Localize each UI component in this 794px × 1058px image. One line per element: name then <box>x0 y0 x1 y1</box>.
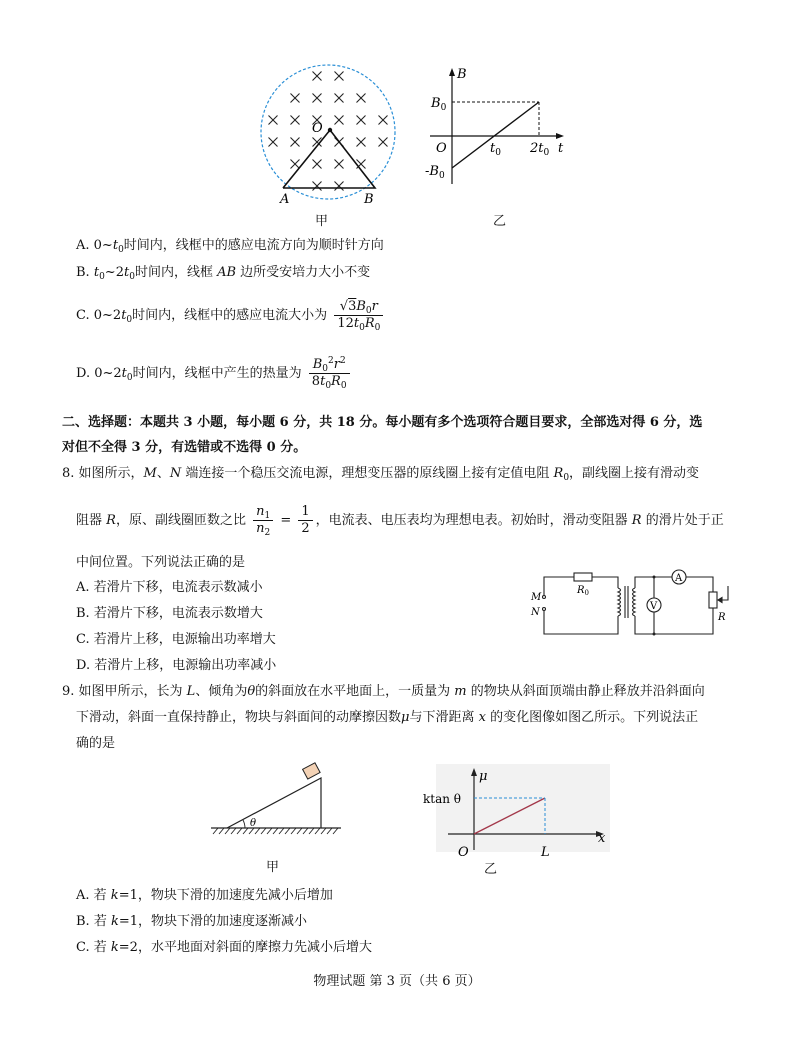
q8-option-d: D. 若滑片上移，电源输出功率减小 <box>76 658 277 673</box>
q8-stem-line1: 8. 如图所示，M、N 端连接一个稳压交流电源，理想变压器的原线圈上接有定值电阻 $R_0$，副线圈上接有滑动变 <box>62 466 700 483</box>
label-N: N <box>531 607 540 618</box>
q8-option-b: B. 若滑片下移，电流表示数增大 <box>76 606 263 621</box>
q7-option-c: C. $0\sim 2t_0$时间内，线框中的感应电流大小为 $\frac{√3B_0r}{12t_0R_0}$ <box>76 298 386 334</box>
figure-transformer-circuit <box>526 564 741 640</box>
figure-incline <box>205 760 345 840</box>
origin-label: O <box>436 141 447 156</box>
label-point-A: A <box>280 192 290 207</box>
page-footer: 物理试题 第 3 页（共 6 页） <box>313 974 481 989</box>
figure-label-jia-2: 甲 <box>266 860 280 875</box>
figure-b-t-graph <box>422 64 572 194</box>
q8-stem-line2: 阻器 R，原、副线圈匝数之比 $\frac{n_1}{n_2}$ = $\frac{1}{2}$ ，电流表、电压表均为理想电表。初始时，滑动变阻器 R 的滑片处于正 <box>76 504 724 538</box>
tick-B0: $B_0$ <box>431 96 447 113</box>
q9-stem-line2: 下滑动，斜面一直保持静止，物块与斜面间的动摩擦因数μ与下滑距离 x 的变化图像如图乙所示。下列说法正 <box>76 710 699 725</box>
figure-mu-x-graph <box>418 764 613 856</box>
tick-L: L <box>541 845 550 856</box>
label-rheostat-R: R <box>718 612 726 623</box>
section2-line1: 二、选择题：本题共 3 小题，每小题 6 分，共 18 分。每小题有多个选项符合题目要求，全部选对得 6 分，选 <box>62 415 703 430</box>
ground-hatch <box>303 828 308 834</box>
tick-neg-B0: $-B_0$ <box>425 164 445 181</box>
q8-option-a: A. 若滑片下移，电流表示数减小 <box>76 580 263 595</box>
ground-hatch <box>285 828 290 834</box>
q9-option-b: B. 若 k=1，物块下滑的加速度逐渐减小 <box>76 914 308 929</box>
q8-stem-line3: 中间位置。下列说法正确的是 <box>76 555 246 570</box>
ground-hatch <box>273 828 278 834</box>
ground-hatch <box>213 828 218 834</box>
ground-hatch <box>243 828 248 834</box>
tick-2t0: $2t_0$ <box>530 141 550 158</box>
q9-stem-line1: 9. 如图甲所示，长为 L、倾角为θ的斜面放在水平地面上，一质量为 m 的物块从斜面顶端由静止释放并沿斜面向 <box>62 684 705 699</box>
figure-magnetic-field-circle <box>250 58 410 208</box>
axis-label-B: B <box>457 67 467 82</box>
section2-line2: 对但不全得 3 分，有选错或不选得 0 分。 <box>62 440 307 455</box>
ground-hatch <box>267 828 272 834</box>
q9-stem-line3: 确的是 <box>76 736 116 751</box>
q7-option-d: D. $0\sim 2t_0$时间内，线框中产生的热量为 $\frac{B_0^2r^2}{8t_0R_0}$ <box>76 356 353 392</box>
formula-turn-ratio-rhs: $\frac{1}{2}$ <box>298 504 312 537</box>
label-point-B: B <box>364 192 374 207</box>
axis-label-t: t <box>558 141 564 156</box>
ground-hatch <box>225 828 230 834</box>
ground-hatch <box>327 828 332 834</box>
ground-hatch <box>261 828 266 834</box>
figure-label-jia: 甲 <box>315 214 329 229</box>
q9-option-a: A. 若 k=1，物块下滑的加速度先减小后增加 <box>76 888 333 903</box>
label-ammeter: A <box>675 573 683 584</box>
q7-option-a: A. $0\sim t_0$时间内，线框中的感应电流方向为顺时针方向 <box>76 238 384 255</box>
ground-hatch <box>237 828 242 834</box>
ground-hatch <box>231 828 236 834</box>
figure-label-yi-2: 乙 <box>484 862 498 877</box>
ground-hatch <box>315 828 320 834</box>
label-R0: $R_0$ <box>577 585 589 597</box>
q8-option-c: C. 若滑片上移，电源输出功率增大 <box>76 632 276 647</box>
formula-current: $\frac{√3B_0r}{12t_0R_0}$ <box>334 299 383 332</box>
formula-turn-ratio-lhs: $\frac{n_1}{n_2}$ <box>253 504 273 537</box>
label-point-O: O <box>312 121 323 136</box>
q9-option-c: C. 若 k=2，水平地面对斜面的摩擦力先减小后增大 <box>76 940 372 955</box>
ground-hatch <box>321 828 326 834</box>
figure-label-yi: 乙 <box>493 214 507 229</box>
q7-option-b: B. $t_0\sim 2t_0$时间内，线框 AB 边所受安培力大小不变 <box>76 265 371 282</box>
label-M: M <box>531 592 542 603</box>
ground-hatch <box>297 828 302 834</box>
ground-hatch <box>333 828 338 834</box>
axis-label-mu: μ <box>479 769 488 784</box>
ground-hatch <box>291 828 296 834</box>
origin-label-2: O <box>458 845 469 856</box>
ground-hatch <box>219 828 224 834</box>
axis-label-x: x <box>598 831 606 846</box>
tick-t0: $t_0$ <box>490 141 501 158</box>
label-voltmeter: V <box>650 601 658 612</box>
ground-hatch <box>279 828 284 834</box>
formula-heat: $\frac{B_0^2r^2}{8t_0R_0}$ <box>309 357 350 390</box>
ground-hatch <box>309 828 314 834</box>
tick-ktan-theta: ktan θ <box>423 792 462 806</box>
label-theta: θ <box>250 818 257 829</box>
